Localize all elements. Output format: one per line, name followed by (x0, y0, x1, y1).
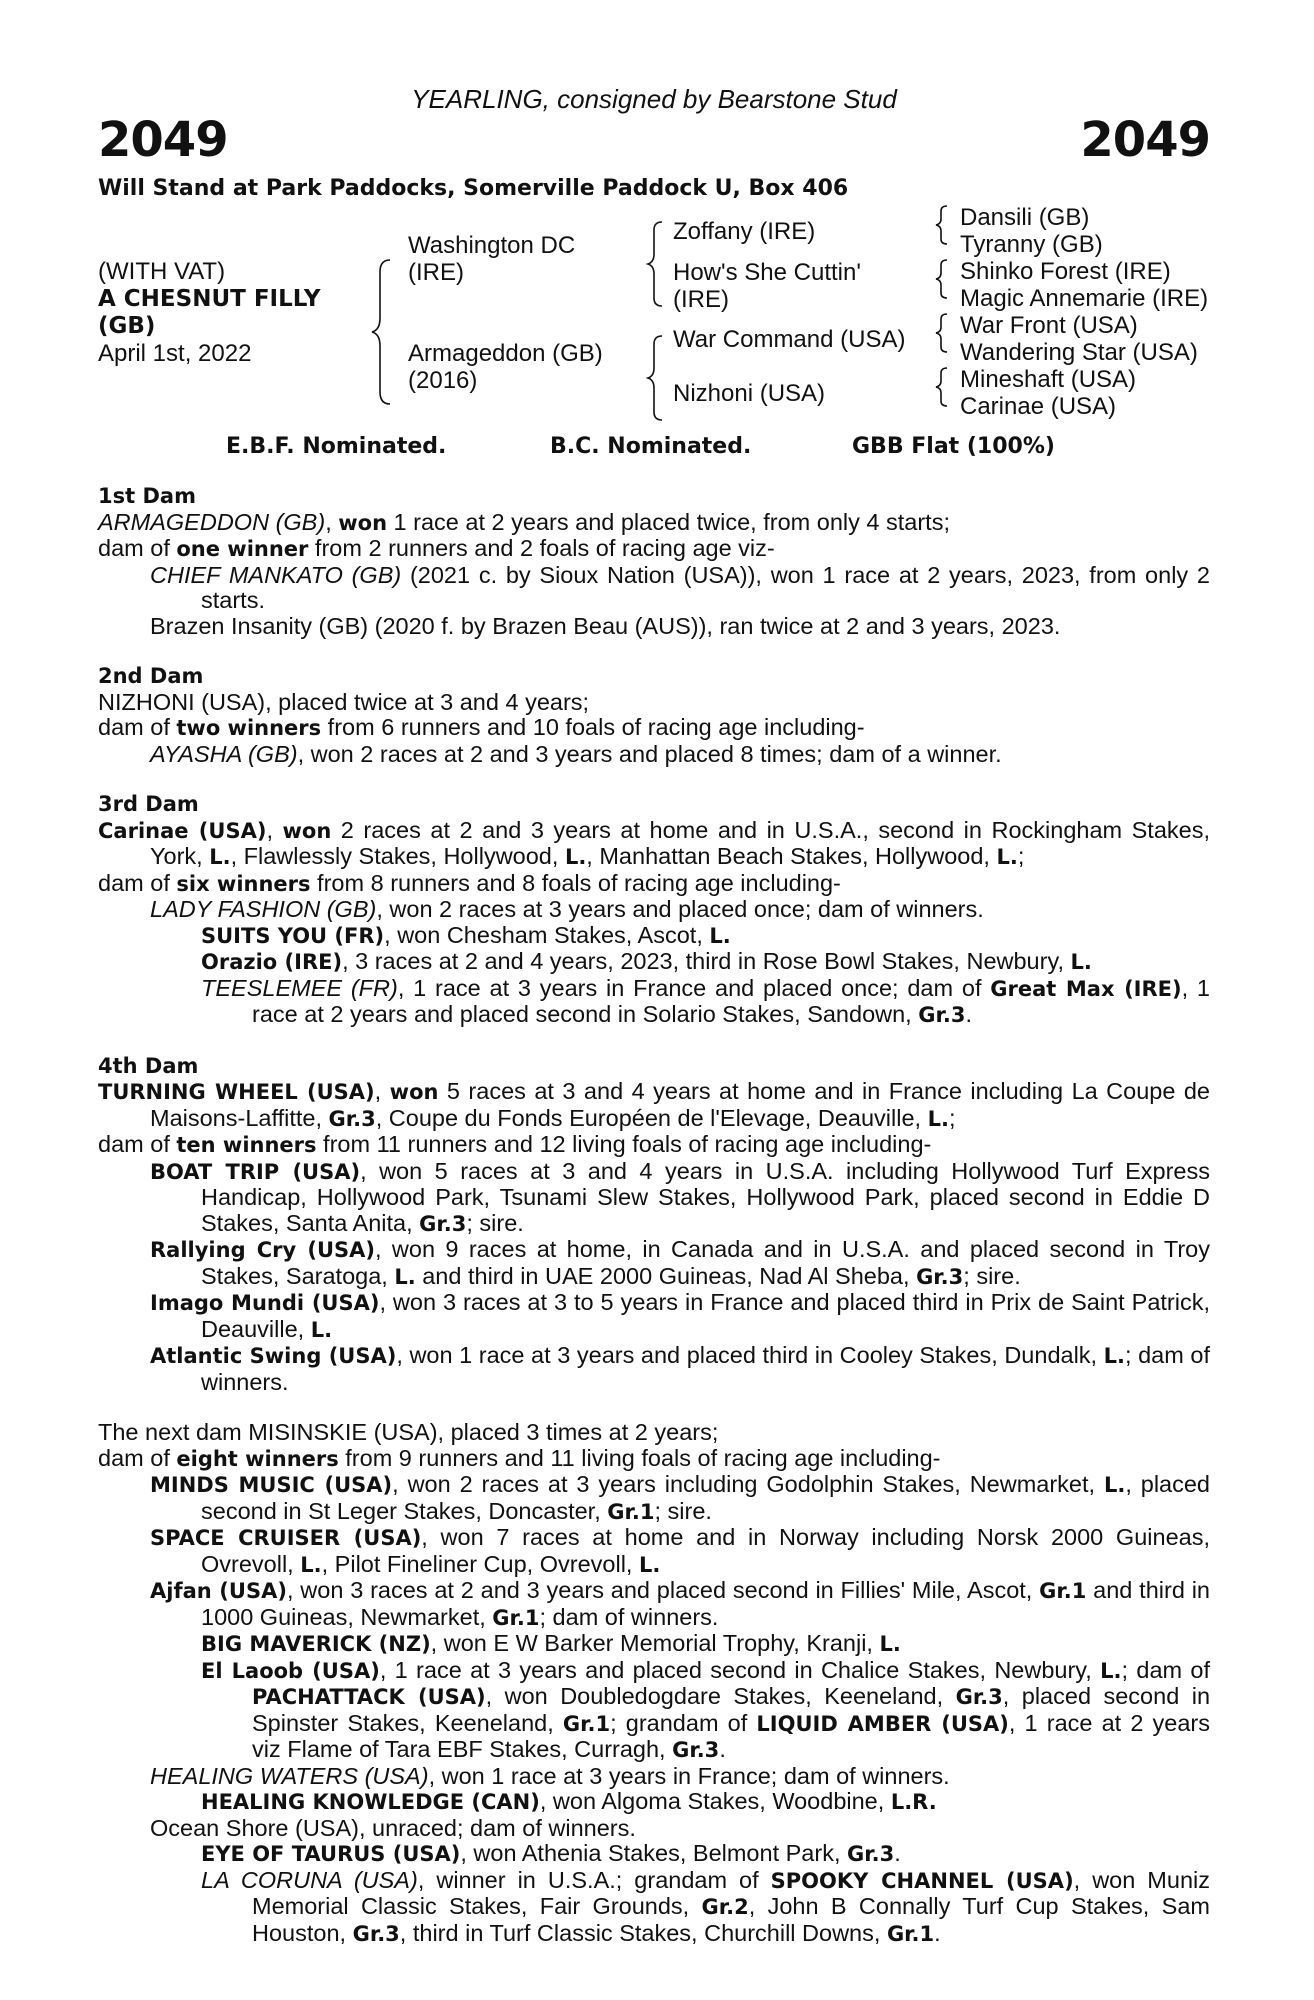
text-run: . (719, 1736, 726, 1762)
second-dam-section (98, 664, 1210, 767)
text-run: six winners (176, 871, 311, 896)
text-run: , won 2 races at 3 years including Godolphin Stakes, Newmarket, (392, 1471, 1104, 1497)
text-run: L. (996, 845, 1018, 869)
text-run: , won E W Barker Memorial Trophy, Kranji, (430, 1630, 880, 1656)
offspring-entry (98, 923, 1210, 950)
text-run: two winners (176, 716, 322, 740)
text-run: from 2 runners and 2 foals of racing age viz- (308, 535, 775, 561)
text-run: and third in UAE 2000 Guineas, Nad Al Sheba, (415, 1262, 917, 1289)
offspring-entry (98, 1290, 1210, 1343)
lot-number-left: 2049 (98, 112, 228, 168)
text-run: , won 1 race at 3 years in France; dam of winners. (428, 1762, 950, 1789)
text-run: from 9 runners and 11 living foals of racing age including- (338, 1444, 941, 1471)
text-run: , won Muniz Memorial Classic Stakes, Fair Grounds, (252, 1866, 1210, 1919)
text-run: . (934, 1919, 941, 1946)
text-run: LA CORUNA (USA) (201, 1866, 418, 1893)
pedigree-table (98, 200, 1228, 425)
first-dam-section (98, 484, 1210, 639)
text-run: , won 3 races at 3 to 5 years in France and placed third in Prix de Saint Patrick, Deauville, (201, 1289, 1210, 1342)
text-run: Rallying Cry (USA) (150, 1238, 376, 1262)
section-heading: 2nd Dam (98, 664, 204, 688)
text-run: Gr.3 (328, 1106, 376, 1131)
text-run: Gr.3 (672, 1738, 720, 1762)
text-run: HEALING WATERS (USA) (150, 1762, 429, 1789)
brace-g4 (936, 368, 947, 406)
text-run: , 1 race at 2 years and placed second in Solario Stakes, Sandown, (252, 974, 1210, 1027)
ancestor-7: Mineshaft (USA) (960, 366, 1137, 393)
text-run: TEESLEMEE (FR) (201, 974, 398, 1001)
text-run: L. (310, 1317, 333, 1342)
produce-summary (98, 715, 1210, 742)
sire-name: Washington DC (408, 232, 576, 259)
text-run: ; sire. (466, 1209, 524, 1236)
text-run: , Manhattan Beach Stakes, Hollywood, (586, 843, 997, 869)
brace-sire (648, 222, 662, 306)
offspring-entry (98, 897, 1210, 923)
text-run: L. (927, 1106, 949, 1131)
text-run: Gr.1 (886, 1921, 935, 1946)
text-run: . (894, 1840, 901, 1866)
text-run: Gr.1 (607, 1499, 655, 1524)
text-run: eight winners (176, 1446, 339, 1471)
horse-description: A CHESNUT FILLY (98, 286, 321, 312)
text-run: , winner in U.S.A.; grandam of (417, 1866, 771, 1893)
offspring-entry (98, 1764, 1210, 1790)
text-run: MINDS MUSIC (USA) (150, 1473, 393, 1497)
text-run: Gr.3 (955, 1685, 1003, 1709)
text-run: ; sire. (963, 1262, 1021, 1289)
text-run: dam of (98, 714, 177, 740)
text-run: L. (209, 845, 231, 869)
produce-summary (98, 1446, 1210, 1473)
produce-summary (98, 536, 1210, 563)
text-run: Ajfan (USA) (150, 1579, 287, 1603)
text-run: , Pilot Fineliner Cup, Ovrevoll, (321, 1550, 639, 1577)
text-run: , placed second in Spinster Stakes, Keeneland, (252, 1683, 1211, 1736)
offspring-entry (98, 976, 1210, 1029)
offspring-entry (98, 1868, 1210, 1948)
text-run: , 1 race at 3 years and placed second in Chalice Stakes, Newbury, (379, 1656, 1101, 1683)
offspring-entry: Brazen Insanity (GB) (2020 f. by Brazen Beau (AUS)), ran twice at 2 and 3 years, 2023. (150, 612, 1061, 639)
text-run: , won 5 races at 3 and 4 years in U.S.A. including Hollywood Turf Express Handicap, Hollywood Park, Tsunami Slew Stakes, Hollywood Park, placed second in Eddie D Stakes, Santa Anita, (201, 1157, 1211, 1236)
section-heading: 1st Dam (98, 484, 196, 508)
brace-g3 (936, 314, 947, 352)
text-run: L.R. (890, 1790, 937, 1814)
text-run: Gr.3 (918, 1003, 966, 1027)
text-run: Gr.3 (916, 1264, 964, 1289)
text-run: EYE OF TAURUS (USA) (201, 1842, 461, 1866)
dam-sire: War Command (USA) (673, 326, 906, 353)
dam-line: The next dam MISINSKIE (USA), placed 3 times at 2 years; (98, 1419, 719, 1445)
text-run: Gr.3 (419, 1211, 467, 1236)
ancestor-1: Dansili (GB) (960, 204, 1090, 231)
text-run: from 6 runners and 10 foals of racing age including- (321, 714, 865, 740)
text-run: , won 2 races at 2 and 3 years and placed 8 times; dam of a winner. (297, 740, 1002, 767)
offspring-entry (98, 1789, 1210, 1816)
ancestor-6: Wandering Star (USA) (960, 339, 1198, 366)
text-run: Imago Mundi (USA) (150, 1291, 380, 1315)
text-run: Gr.3 (352, 1921, 400, 1946)
text-run: won (389, 1080, 439, 1104)
foaling-date: April 1st, 2022 (98, 340, 252, 367)
text-run: LADY FASHION (GB) (150, 896, 377, 922)
text-run: dam of (98, 1444, 177, 1471)
text-run: L. (709, 923, 731, 948)
text-run: , third in Turf Classic Stakes, Churchill Downs, (399, 1919, 887, 1946)
ancestor-2: Tyranny (GB) (960, 231, 1103, 258)
ancestor-4: Magic Annemarie (IRE) (960, 285, 1209, 312)
offspring-entry (98, 1343, 1210, 1395)
text-run: and third in 1000 Guineas, Newmarket, (201, 1577, 1210, 1630)
text-run: AYASHA (GB) (150, 740, 298, 767)
text-run: PACHATTACK (USA) (252, 1685, 486, 1709)
offspring-entry (98, 1841, 1210, 1868)
text-run: , Flawlessly Stakes, Hollywood, (230, 843, 565, 869)
gbb-flat: GBB Flat (100%) (852, 434, 1055, 459)
ebf-nomination: E.B.F. Nominated. (226, 434, 447, 459)
produce-record (98, 484, 1210, 1972)
text-run: , won 1 race at 3 years and placed third in Cooley Stakes, Dundalk, (396, 1342, 1104, 1368)
text-run: L. (1100, 1658, 1122, 1683)
text-run: Orazio (IRE) (201, 950, 343, 974)
text-run: L. (879, 1632, 901, 1656)
text-run: , John B Connally Turf Cup Stakes, Sam Houston, (252, 1893, 1210, 1946)
text-run: , won Algoma Stakes, Woodbine, (539, 1788, 891, 1814)
text-run: L. (564, 845, 587, 869)
text-run: BIG MAVERICK (NZ) (201, 1632, 431, 1656)
text-run: . (965, 1001, 972, 1027)
bc-nomination: B.C. Nominated. (550, 434, 752, 459)
text-run: , won 9 races at home, in Canada and in U.S.A. and placed second in Troy Stakes, Saratoga, (201, 1236, 1210, 1289)
text-run: L. (1070, 950, 1092, 974)
produce-summary (98, 871, 1210, 898)
ancestor-8: Carinae (USA) (960, 393, 1117, 420)
offspring-entry (98, 1159, 1210, 1238)
offspring-entry (98, 1237, 1210, 1290)
text-run: ARMAGEDDON (GB) (98, 508, 326, 535)
text-run: ; dam of (1121, 1656, 1211, 1683)
offspring-entry (98, 742, 1210, 768)
ancestor-3: Shinko Forest (IRE) (960, 258, 1171, 285)
text-run: won (338, 510, 388, 535)
text-run: Gr.1 (492, 1605, 540, 1630)
lot-number-right: 2049 (1080, 112, 1210, 168)
text-run: BOAT TRIP (USA) (150, 1159, 361, 1184)
stand-location: Will Stand at Park Paddocks, Somerville Paddock U, Box 406 (98, 176, 849, 201)
text-run: L. (1103, 1473, 1126, 1497)
offspring-entry (98, 949, 1210, 976)
dam-dam: Nizhoni (USA) (673, 380, 826, 407)
text-run: , Coupe du Fonds Européen de l'Elevage, Deauville, (375, 1104, 928, 1131)
text-run: L. (1103, 1344, 1126, 1368)
sire-dam: How's She Cuttin' (673, 259, 861, 286)
text-run: , placed second in St Leger Stakes, Doncaster, (201, 1471, 1211, 1524)
dam-line (98, 818, 1210, 871)
text-run: 2 races at 2 and 3 years at home and in U.S.A., second in Rockingham Stakes, York, (150, 816, 1210, 869)
sire-sire: Zoffany (IRE) (673, 218, 816, 245)
text-run: , (266, 816, 283, 843)
offspring-entry (98, 1525, 1210, 1578)
text-run: 5 races at 3 and 4 years at home and in France including La Coupe de Maisons-Laffitte, (150, 1078, 1211, 1131)
brace-dam (648, 336, 662, 420)
vat-note: (WITH VAT) (98, 258, 226, 285)
sire-country: (IRE) (408, 259, 464, 286)
dam-line: ARMAGEDDON (GB), won 1 race at 2 years and placed twice, from only 4 starts; (98, 508, 950, 535)
text-run: , 1 race at 2 years viz Flame of Tara EBF Stakes, Curragh, (252, 1709, 1211, 1762)
text-run: TURNING WHEEL (USA) (98, 1080, 375, 1104)
text-run: LIQUID AMBER (USA) (756, 1711, 1009, 1736)
text-run: won (282, 818, 332, 843)
text-run: L. (300, 1552, 322, 1577)
dam-line: TURNING WHEEL (USA), won 5 races at 3 and 4 years at home and in France including La Coupe de Maisons-Laffitte, Gr.3, Coupe du Fonds Européen de l'Elevage, Deauville, L.; (98, 1078, 1211, 1131)
text-run: Gr.3 (847, 1842, 895, 1866)
text-run: (2021 c. by Sioux Nation (USA)), won 1 race at 2 years, 2023, from only 2 starts. (201, 561, 1210, 613)
text-run: SPOOKY CHANNEL (USA) (770, 1868, 1074, 1893)
text-run: Great Max (IRE) (990, 976, 1182, 1001)
text-run: , won 7 races at home and in Norway including Norsk 2000 Guineas, Ovrevoll, (201, 1524, 1210, 1577)
text-run: Gr.1 (1039, 1579, 1087, 1603)
text-run: SPACE CRUISER (USA) (150, 1526, 422, 1550)
next-dam-section (98, 1420, 1210, 1947)
offspring-entry (98, 1631, 1210, 1658)
section-heading: 3rd Dam (98, 792, 199, 816)
dam-line: NIZHONI (USA), placed twice at 3 and 4 years; (98, 688, 590, 715)
text-run: dam of (98, 1131, 177, 1157)
text-run: ; (1017, 843, 1025, 869)
text-run: dam of (98, 869, 177, 896)
text-run: from 8 runners and 8 foals of racing age including- (310, 869, 841, 896)
text-run: ; (948, 1104, 956, 1131)
offspring-entry (98, 563, 1210, 614)
text-run: 1 race at 2 years and placed twice, from only 4 starts; (387, 508, 950, 535)
brace-main (372, 260, 390, 404)
offspring-entry: Ocean Shore (USA), unraced; dam of winners. (150, 1814, 636, 1841)
text-run: ; dam of winners. (539, 1603, 719, 1630)
text-run: SUITS YOU (FR) (201, 923, 385, 948)
text-run: , 3 races at 2 and 4 years, 2023, third in Rose Bowl Stakes, Newbury, (342, 948, 1071, 974)
text-run: Gr.2 (701, 1895, 749, 1919)
text-run: ten winners (176, 1133, 317, 1157)
third-dam-section (98, 792, 1210, 1029)
text-run: , 1 race at 3 years in France and placed once; dam of (397, 974, 991, 1001)
text-run: , won Doubledogdare Stakes, Keeneland, (485, 1683, 956, 1709)
text-run: ; sire. (654, 1497, 712, 1524)
text-run: , won 3 races at 2 and 3 years and placed second in Fillies' Mile, Ascot, (286, 1577, 1040, 1603)
text-run: dam of (98, 535, 177, 561)
produce-summary (98, 1132, 1210, 1159)
text-run: El Laoob (USA) (201, 1658, 380, 1683)
offspring-entry (98, 1658, 1210, 1764)
text-run: L. (638, 1552, 661, 1577)
brace-g1 (936, 206, 947, 244)
text-run: ; dam of winners. (201, 1342, 1211, 1395)
text-run: from 11 runners and 12 living foals of racing age including- (316, 1131, 932, 1157)
brace-g2 (936, 260, 947, 298)
horse-country: (GB) (98, 313, 156, 339)
section-heading: 4th Dam (98, 1053, 199, 1078)
text-run: HEALING KNOWLEDGE (CAN) (201, 1790, 540, 1814)
sire-dam-country: (IRE) (673, 286, 729, 313)
fourth-dam-section (98, 1054, 1210, 1396)
text-run: , won Athenia Stakes, Belmont Park, (460, 1840, 848, 1866)
consignment-line: YEARLING, consigned by Bearstone Stud (411, 84, 897, 114)
dam-name: Armageddon (GB) (408, 340, 603, 367)
offspring-entry (98, 1472, 1210, 1525)
text-run: , won 2 races at 3 years and placed once; dam of winners. (376, 896, 984, 922)
text-run: , won Chesham Stakes, Ascot, (384, 921, 710, 948)
ancestor-5: War Front (USA) (960, 312, 1138, 339)
text-run: one winner (176, 537, 309, 561)
text-run: CHIEF MANKATO (GB) (150, 561, 402, 588)
text-run: ; grandam of (610, 1709, 757, 1736)
text-run: Carinae (USA) (98, 818, 267, 843)
dam-year: (2016) (408, 367, 478, 394)
text-run: Gr.1 (562, 1711, 611, 1736)
offspring-entry (98, 1578, 1210, 1631)
text-run: L. (394, 1264, 416, 1289)
text-run: Atlantic Swing (USA) (150, 1344, 397, 1368)
